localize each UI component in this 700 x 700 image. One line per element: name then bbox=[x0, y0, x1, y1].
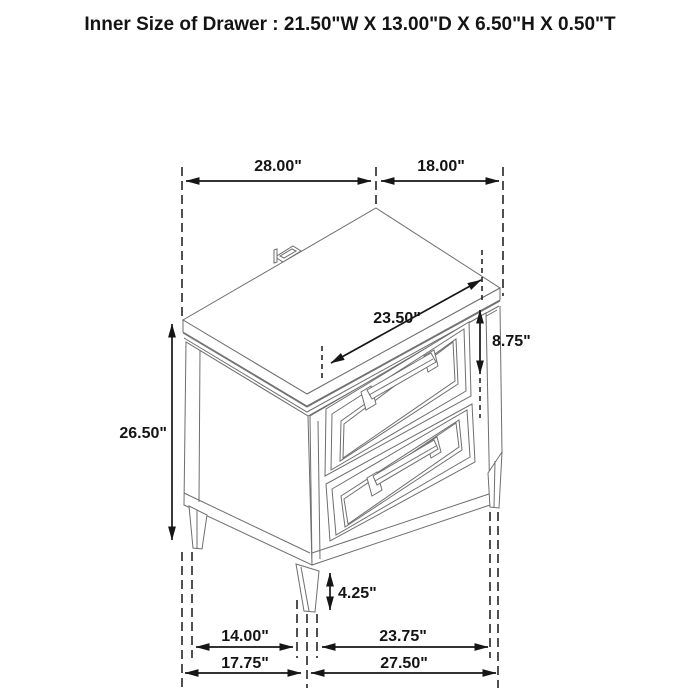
label-drawer-front-width: 23.50" bbox=[373, 310, 421, 327]
label-top-width: 28.00" bbox=[254, 158, 302, 175]
front-right-leg bbox=[488, 452, 502, 508]
back-right-edge bbox=[500, 306, 502, 453]
label-top-depth: 18.00" bbox=[417, 158, 465, 175]
page-title: Inner Size of Drawer : 21.50"W X 13.00"D X 6.50"H X 0.50"T bbox=[84, 14, 616, 35]
label-base-side-inner: 23.75" bbox=[379, 628, 427, 645]
label-base-side-outer: 27.50" bbox=[380, 655, 428, 672]
label-leg-height: 4.25" bbox=[338, 585, 377, 602]
label-drawer-section-height: 8.75" bbox=[492, 333, 531, 350]
nightstand-drawing bbox=[183, 208, 502, 612]
front-center-leg bbox=[296, 564, 319, 612]
label-base-front-inner: 14.00" bbox=[221, 628, 269, 645]
label-overall-height: 26.50" bbox=[119, 425, 167, 442]
label-base-front-outer: 17.75" bbox=[221, 655, 269, 672]
